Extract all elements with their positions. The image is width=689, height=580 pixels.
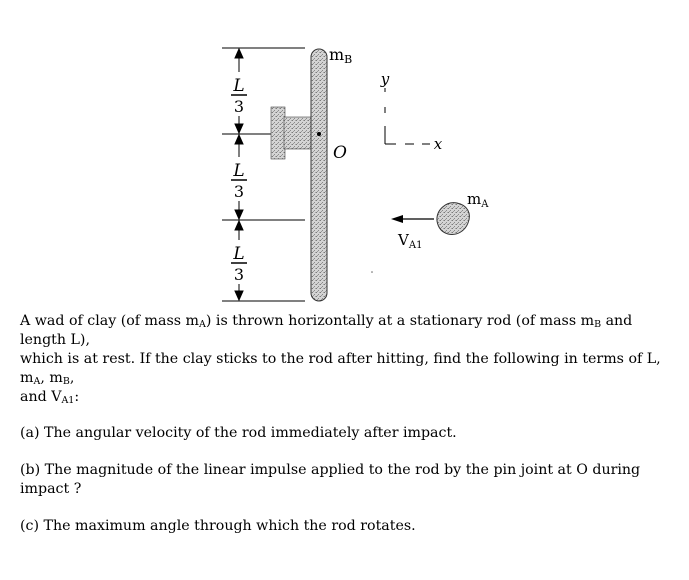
dim-label-3 [230,240,248,284]
dim-label-1 [230,72,248,116]
dim-numerator-1: L [233,76,245,96]
label-mA: $m_A$ [467,190,489,210]
axis-label-y: y [380,70,390,88]
velocity-arrow [391,215,434,223]
dim-label-2 [230,157,248,201]
stray-dot [371,271,373,273]
dim-numerator-2: L [233,161,245,181]
problem-text [20,312,680,554]
problem-statement: A wad of clay (of mass $m_A$) is thrown horizontally at a stationary rod (of mass $m_B$ and length L), which is at rest. If the clay sticks to the rod after hitting, find the following in terms of L, $m_A$, $m_B$, and $V_{A1}$: [20,313,661,406]
label-VA1: $V_{A1}$ [398,231,423,251]
dim-numerator-3: L [233,244,245,264]
dim-denominator-2: 3 [233,182,245,201]
pin-point [317,132,321,136]
label-O: O [333,143,347,163]
coordinate-axes [380,70,443,153]
axis-label-x: x [433,135,443,153]
rod [311,49,327,301]
clay-wad [437,203,469,235]
pin-support [271,107,312,159]
label-mB: mB [329,45,353,66]
dim-denominator-1: 3 [233,97,245,116]
dim-denominator-3: 3 [233,265,245,284]
question-c: (c) The maximum angle through which the rod rotates. [20,518,416,534]
question-b: (b) The magnitude of the linear impulse applied to the rod by the pin joint at O during impact ? [20,462,641,497]
question-a: (a) The angular velocity of the rod immediately after impact. [20,425,457,441]
